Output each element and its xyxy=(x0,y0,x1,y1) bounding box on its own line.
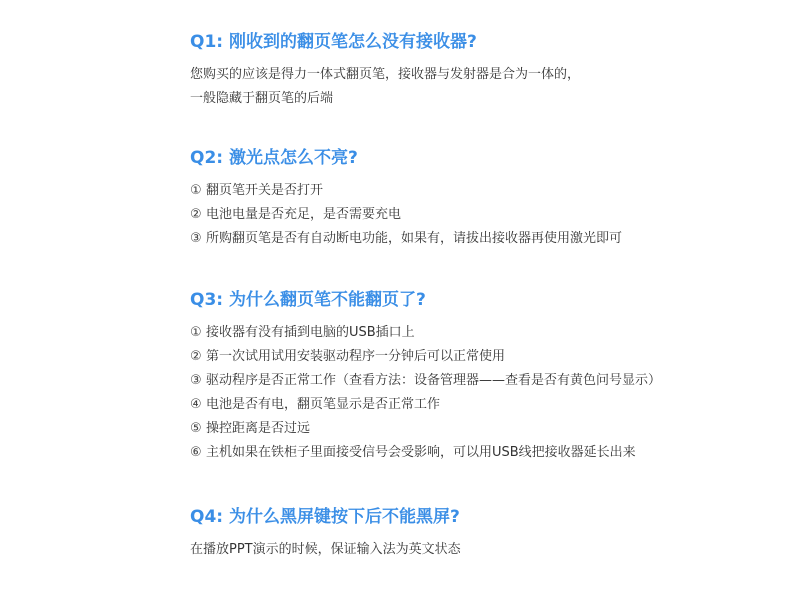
answer-3-item-5 xyxy=(190,420,310,438)
item-number: ① xyxy=(190,325,202,340)
answer-3-item-1 xyxy=(190,324,415,342)
answer-1-line-1: 您购买的应该是得力一体式翻页笔，接收器与发射器是合为一体的， xyxy=(190,67,581,82)
item-text: 操控距离是否过远 xyxy=(206,421,311,436)
answer-1-line-2: 一般隐藏于翻页笔的后端 xyxy=(190,91,334,106)
question-4-title: Q4: 为什么黑屏键按下后不能黑屏? xyxy=(190,507,460,527)
item-number: ③ xyxy=(190,373,202,388)
answer-3-item-4 xyxy=(190,396,440,414)
item-text: 第一次试用试用安装驱动程序一分钟后可以正常使用 xyxy=(206,349,506,364)
question-3-title: Q3: 为什么翻页笔不能翻页了? xyxy=(190,290,426,310)
item-number: ① xyxy=(190,183,202,198)
answer-2-item-3 xyxy=(190,230,622,248)
item-number: ② xyxy=(190,207,202,222)
item-text: 翻页笔开关是否打开 xyxy=(206,183,324,198)
item-text: 电池是否有电，翻页笔显示是否正常工作 xyxy=(206,397,441,412)
answer-2-item-2 xyxy=(190,206,401,224)
item-number: ④ xyxy=(190,397,202,412)
answer-4-line-1: 在播放PPT演示的时候，保证输入法为英文状态 xyxy=(190,542,461,557)
answer-3-item-3 xyxy=(190,372,661,390)
item-text: 所购翻页笔是否有自动断电功能，如果有，请拔出接收器再使用激光即可 xyxy=(206,231,623,246)
item-number: ⑤ xyxy=(190,421,202,436)
question-1-title: Q1: 刚收到的翻页笔怎么没有接收器? xyxy=(190,32,477,52)
answer-3-item-2 xyxy=(190,348,505,366)
answer-3-item-6 xyxy=(190,444,636,462)
item-text: 电池电量是否充足，是否需要充电 xyxy=(206,207,402,222)
item-text: 主机如果在铁柜子里面接受信号会受影响，可以用USB线把接收器延长出来 xyxy=(206,445,636,460)
question-2-title: Q2: 激光点怎么不亮? xyxy=(190,148,358,168)
item-text: 接收器有没有插到电脑的USB插口上 xyxy=(206,325,415,340)
item-text: 驱动程序是否正常工作（查看方法：设备管理器——查看是否有黄色问号显示） xyxy=(206,373,662,388)
item-number: ② xyxy=(190,349,202,364)
item-number: ③ xyxy=(190,231,202,246)
answer-2-item-1 xyxy=(190,182,323,200)
item-number: ⑥ xyxy=(190,445,202,460)
